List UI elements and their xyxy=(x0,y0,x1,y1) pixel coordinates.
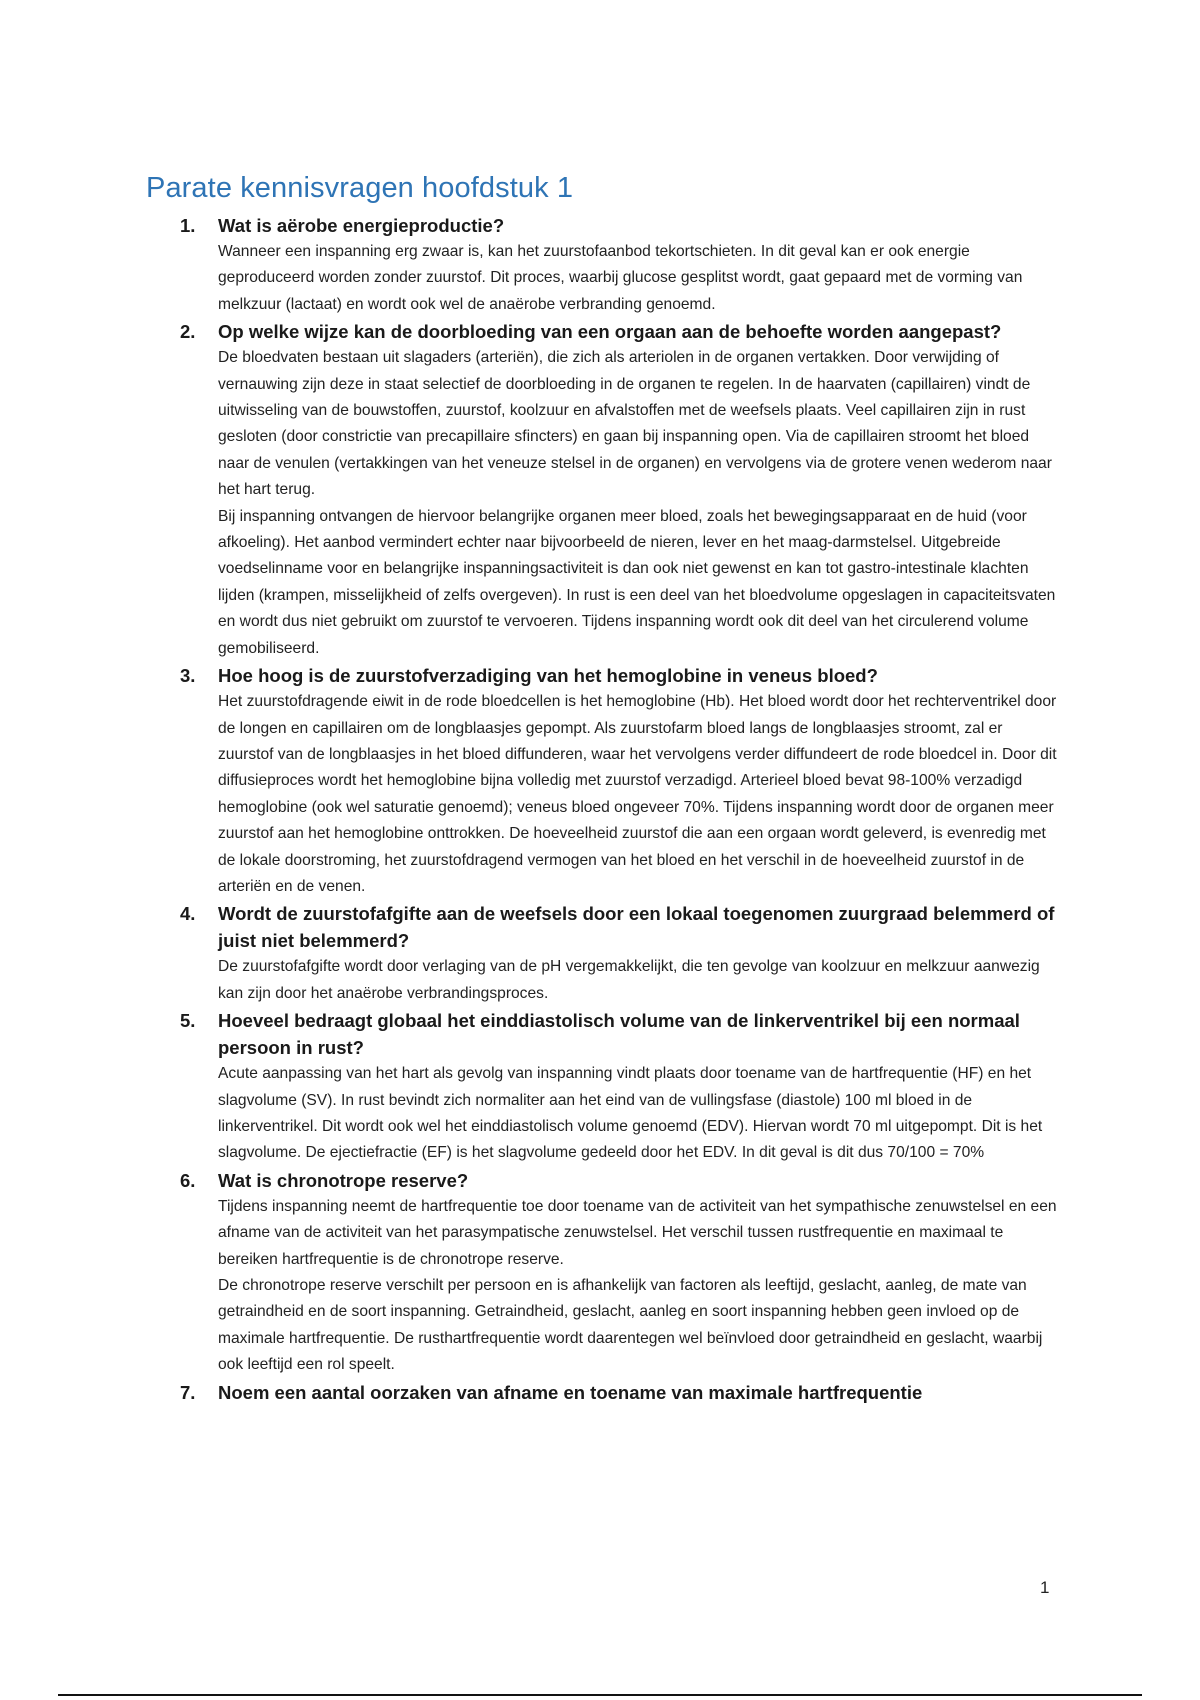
question-item xyxy=(180,662,1060,900)
answer-paragraph: Acute aanpassing van het hart als gevolg van inspanning vindt plaats door toename van de hartfrequentie (HF) en het slagvolume (SV). In rust bevindt zich normaliter aan het eind van de vullingsfase (diastole) 100 ml bloed in de linkerventrikel. Dit wordt ook wel het einddiastolisch volume genoemd (EDV). Hiervan wordt 70 ml uitgepompt. Dit is het slagvolume. De ejectiefractie (EF) is het slagvolume gedeeld door het EDV. In dit geval is dit dus 70/100 = 70% xyxy=(218,1065,1043,1162)
page-title: Parate kennisvragen hoofdstuk 1 xyxy=(146,172,574,204)
question-text: Op welke wijze kan de doorbloeding van een orgaan aan de behoefte worden aangepast? xyxy=(218,321,1002,343)
question-item xyxy=(180,212,1060,318)
question-item xyxy=(180,1007,1060,1167)
question-text: Wat is aërobe energieproductie? xyxy=(218,215,505,236)
answer-paragraph: Tijdens inspanning neemt de hartfrequentie toe door toename van de activiteit van het sympathische zenuwstelsel en een afname van de activiteit van het parasympatische zenuwstelsel. Het verschil tussen rustfrequentie en maximaal te bereiken hartfrequentie is de chronotrope reserve. xyxy=(218,1197,1057,1268)
question-number: 3. xyxy=(180,665,196,687)
question-number: 6. xyxy=(180,1169,196,1191)
question-number: 4. xyxy=(180,903,196,925)
answer-paragraph: De bloedvaten bestaan uit slagaders (arteriën), die zich als arteriolen in de organen vertakken. Door verwijding of vernauwing zijn deze in staat selectief de doorbloeding in de organen te regelen. In de haarvaten (capillairen) vindt de uitwisseling van de bouwstoffen, zuurstof, koolzuur en afvalstoffen met de weefsels plaats. Veel capillairen zijn in rust gesloten (door constrictie van precapillaire sfincters) en gaan bij inspanning open. Via de capillairen stroomt het bloed naar de venulen (vertakkingen van het veneuze stelsel in de organen) en vervolgens via de grotere venen wederom naar het hart terug. xyxy=(218,349,1052,499)
answer-paragraph: De zuurstofafgifte wordt door verlaging van de pH vergemakkelijkt, die ten gevolge van koolzuur en melkzuur aanwezig kan zijn door het anaërobe verbrandingsproces. xyxy=(218,958,1040,1002)
answer-paragraph: Wanneer een inspanning erg zwaar is, kan het zuurstofaanbod tekortschieten. In dit geval kan er ook energie geproduceerd worden zonder zuurstof. Dit proces, waarbij glucose gesplitst wordt, gaat gepaard met de vorming van melkzuur (lactaat) en wordt ook wel de anaërobe verbranding genoemd. xyxy=(218,243,1023,313)
question-item xyxy=(180,1167,1060,1379)
question-text: Wat is chronotrope reserve? xyxy=(218,1169,469,1191)
question-item xyxy=(180,900,1060,1007)
answer-paragraph: Bij inspanning ontvangen de hiervoor belangrijke organen meer bloed, zoals het bewegingsapparaat en de huid (voor afkoeling). Het aanbod vermindert echter naar bijvoorbeeld de nieren, lever en het maag-darmstelsel. Uitgebreide voedselinname voor en belangrijke inspanningsactiviteit is dan ook niet gewenst en kan tot gastro-intestinale klachten lijden (krampen, misselijkheid of zelfs overgeven). In rust is een deel van het bloedvolume opgeslagen in capaciteitsvaten en wordt dus niet gebruikt om zuurstof te vervoeren. Tijdens inspanning wordt ook dit deel van het circulerend volume gemobiliseerd. xyxy=(218,507,1056,657)
question-number: 5. xyxy=(180,1010,196,1032)
question-text: Wordt de zuurstofafgifte aan de weefsels door een lokaal toegenomen zuurgraad belemmerd of juist niet belemmerd? xyxy=(218,903,1055,952)
page-number: 1 xyxy=(1040,1578,1050,1597)
question-text: Hoeveel bedraagt globaal het einddiastolisch volume van de linkerventrikel bij een normaal persoon in rust? xyxy=(218,1010,1020,1059)
question-number: 7. xyxy=(180,1381,196,1403)
question-item xyxy=(180,318,1060,662)
answer-paragraph: De chronotrope reserve verschilt per persoon en is afhankelijk van factoren als leeftijd, geslacht, aanleg, de mate van getraindheid en de soort inspanning. Getraindheid, geslacht, aanleg en soort inspanning hebben geen invloed op de maximale hartfrequentie. De rusthartfrequentie wordt daarentegen wel beïnvloed door getraindheid en geslacht, waarbij ook leeftijd een rol speelt. xyxy=(218,1277,1043,1374)
question-number: 1. xyxy=(180,215,196,236)
question-text: Hoe hoog is de zuurstofverzadiging van het hemoglobine in veneus bloed? xyxy=(218,665,878,687)
question-list xyxy=(180,212,1060,1406)
footer-divider xyxy=(58,1694,1142,1696)
answer-paragraph: Het zuurstofdragende eiwit in de rode bloedcellen is het hemoglobine (Hb). Het bloed wordt door het rechterventrikel door de longen en capillairen om de longblaasjes gepompt. Als zuurstofarm bloed langs de longblaasjes stroomt, zal er zuurstof van de longblaasjes in het bloed diffunderen, waar het vervolgens verder diffundeert de rode bloedcel in. Door dit diffusieproces wordt het hemoglobine bijna volledig met zuurstof verzadigd. Arterieel bloed bevat 98-100% verzadigd hemoglobine (ook wel saturatie genoemd); veneus bloed ongeveer 70%. Tijdens inspanning wordt door de organen meer zuurstof aan het hemoglobine onttrokken. De hoeveelheid zuurstof die aan een orgaan wordt geleverd, is evenredig met de lokale doorstroming, het zuurstofdragend vermogen van het bloed en het verschil in de hoeveelheid zuurstof in de arteriën en de venen. xyxy=(218,693,1057,895)
question-number: 2. xyxy=(180,321,196,343)
question-text: Noem een aantal oorzaken van afname en toename van maximale hartfrequentie xyxy=(218,1381,923,1403)
question-item xyxy=(180,1379,1060,1406)
